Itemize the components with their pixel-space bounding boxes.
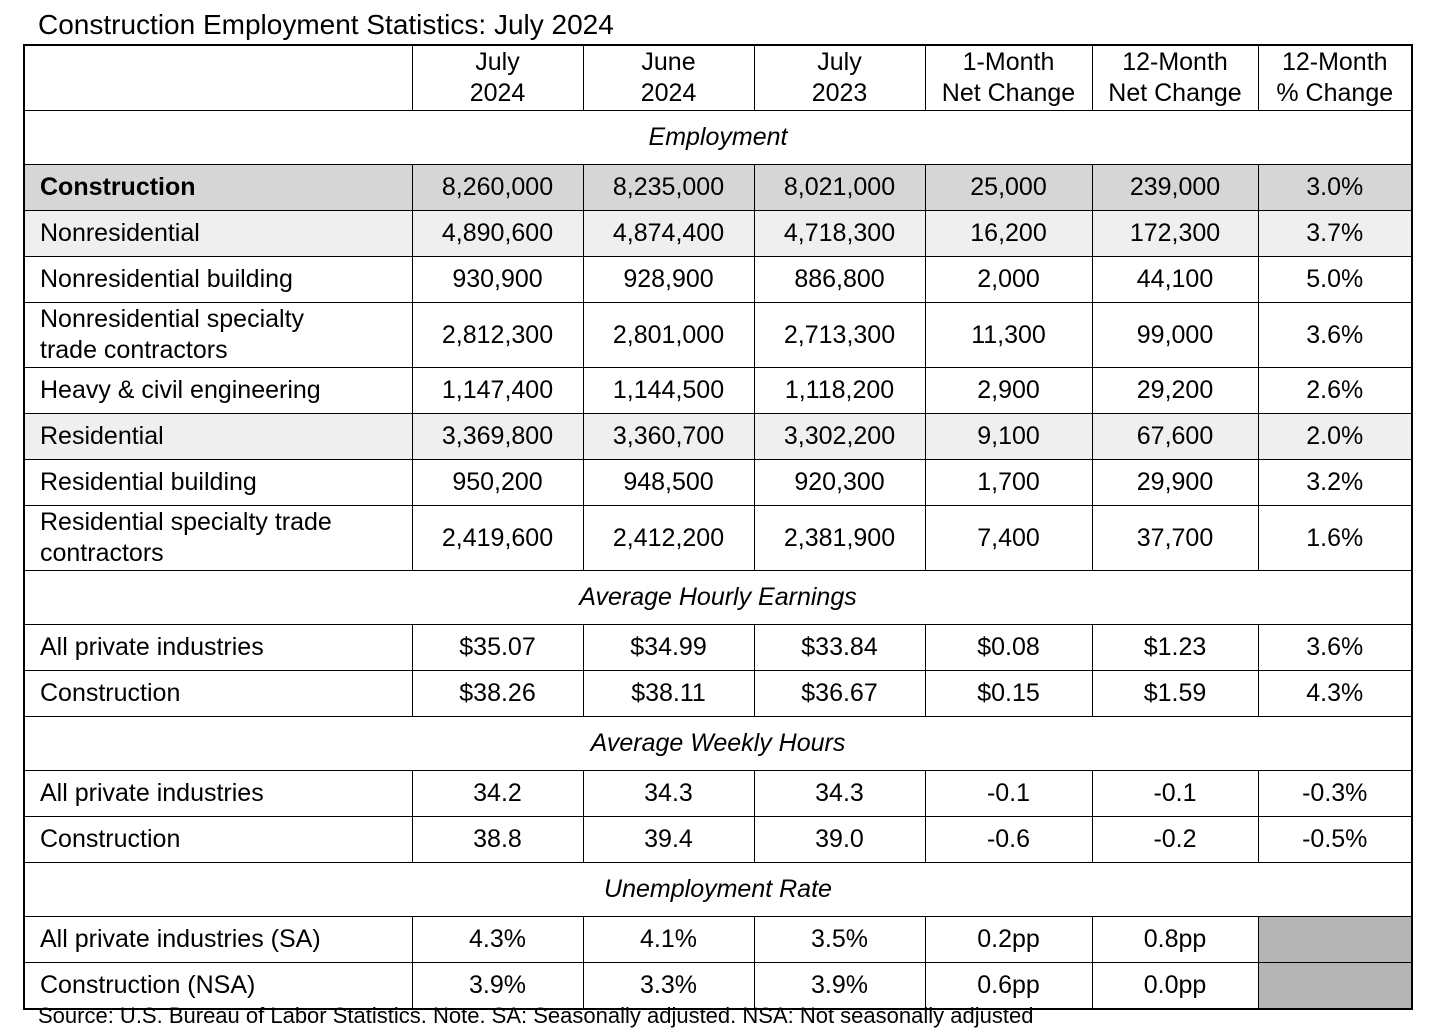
header-july-2024: July 2024 <box>412 45 583 111</box>
table-cell: 4.3% <box>1258 671 1412 717</box>
table-cell: 29,900 <box>1092 460 1258 506</box>
table-cell: 0.8pp <box>1092 917 1258 963</box>
table-cell: -0.5% <box>1258 817 1412 863</box>
statistics-table <box>23 44 1413 1010</box>
table-cell: 11,300 <box>925 303 1092 368</box>
table-cell: 948,500 <box>583 460 754 506</box>
table-cell: 37,700 <box>1092 506 1258 571</box>
table-cell: $0.08 <box>925 625 1092 671</box>
header-12-month-pct-change: 12-Month % Change <box>1258 45 1412 111</box>
table-cell: -0.3% <box>1258 771 1412 817</box>
table-cell: 5.0% <box>1258 257 1412 303</box>
table-cell: 172,300 <box>1092 211 1258 257</box>
table-cell: 8,235,000 <box>583 165 754 211</box>
table-cell: 3,302,200 <box>754 414 925 460</box>
row-label: All private industries <box>24 625 412 671</box>
row-label: Nonresidential building <box>24 257 412 303</box>
table-header-row <box>24 45 1412 111</box>
section-header-row <box>24 863 1412 917</box>
table-cell: 2,812,300 <box>412 303 583 368</box>
table-cell: -0.1 <box>1092 771 1258 817</box>
table-row <box>24 506 1412 571</box>
table-cell: 3.0% <box>1258 165 1412 211</box>
table-cell: 0.2pp <box>925 917 1092 963</box>
table-cell: -0.1 <box>925 771 1092 817</box>
row-label: Residential <box>24 414 412 460</box>
table-cell: 7,400 <box>925 506 1092 571</box>
table-cell: 3.2% <box>1258 460 1412 506</box>
section-unemployment-rate: Unemployment Rate <box>24 863 1412 917</box>
table-cell: $1.23 <box>1092 625 1258 671</box>
table-cell: 930,900 <box>412 257 583 303</box>
table-cell: 2,900 <box>925 368 1092 414</box>
table-cell: 8,260,000 <box>412 165 583 211</box>
table-cell: 3.9% <box>754 963 925 1010</box>
table-cell: 4,890,600 <box>412 211 583 257</box>
header-1-month-net-change: 1-Month Net Change <box>925 45 1092 111</box>
row-label: Heavy & civil engineering <box>24 368 412 414</box>
table-cell: 39.0 <box>754 817 925 863</box>
table-cell: 239,000 <box>1092 165 1258 211</box>
table-row <box>24 671 1412 717</box>
table-cell: 38.8 <box>412 817 583 863</box>
table-cell: 886,800 <box>754 257 925 303</box>
row-label: Nonresidential specialty trade contractors <box>24 303 412 368</box>
table-cell: 67,600 <box>1092 414 1258 460</box>
table-cell: 2,412,200 <box>583 506 754 571</box>
table-cell: 16,200 <box>925 211 1092 257</box>
table-cell: 3,360,700 <box>583 414 754 460</box>
table-cell: 1,700 <box>925 460 1092 506</box>
table-cell: 34.3 <box>754 771 925 817</box>
table-cell: $35.07 <box>412 625 583 671</box>
section-average-weekly-hours: Average Weekly Hours <box>24 717 1412 771</box>
row-label: Construction <box>24 671 412 717</box>
header-july-2023: July 2023 <box>754 45 925 111</box>
table-cell: 3.6% <box>1258 303 1412 368</box>
row-label: Nonresidential <box>24 211 412 257</box>
row-label: Construction <box>24 817 412 863</box>
table-cell: 1,147,400 <box>412 368 583 414</box>
table-row <box>24 771 1412 817</box>
section-header-row <box>24 111 1412 165</box>
table-row <box>24 257 1412 303</box>
table-row <box>24 414 1412 460</box>
table-cell: 39.4 <box>583 817 754 863</box>
table-cell: 1.6% <box>1258 506 1412 571</box>
table-cell: 2,801,000 <box>583 303 754 368</box>
table-cell: 99,000 <box>1092 303 1258 368</box>
table-cell: -0.6 <box>925 817 1092 863</box>
header-june-2024: June 2024 <box>583 45 754 111</box>
table-cell: 25,000 <box>925 165 1092 211</box>
table-row <box>24 368 1412 414</box>
section-header-row <box>24 571 1412 625</box>
table-cell: 2,419,600 <box>412 506 583 571</box>
page-title: Construction Employment Statistics: July 2024 <box>38 9 614 40</box>
table-cell: $1.59 <box>1092 671 1258 717</box>
table-row <box>24 460 1412 506</box>
header-label-cell <box>24 45 412 111</box>
table-cell: $34.99 <box>583 625 754 671</box>
table-cell: 9,100 <box>925 414 1092 460</box>
table-cell: 2,000 <box>925 257 1092 303</box>
table-cell: 34.3 <box>583 771 754 817</box>
table-cell: 3.5% <box>754 917 925 963</box>
section-average-hourly-earnings: Average Hourly Earnings <box>24 571 1412 625</box>
table-cell: $38.26 <box>412 671 583 717</box>
header-12-month-net-change: 12-Month Net Change <box>1092 45 1258 111</box>
table-cell: $33.84 <box>754 625 925 671</box>
source-note: Source: U.S. Bureau of Labor Statistics. Note. SA: Seasonally adjusted. NSA: Not seasonally adjusted <box>38 1003 1034 1028</box>
section-employment: Employment <box>24 111 1412 165</box>
table-cell: 928,900 <box>583 257 754 303</box>
table-row <box>24 211 1412 257</box>
table-cell: 4,718,300 <box>754 211 925 257</box>
table-cell: 3.3% <box>583 963 754 1010</box>
empty-gray-cell <box>1258 917 1412 963</box>
table-cell: 4.3% <box>412 917 583 963</box>
row-label: Residential specialty trade contractors <box>24 506 412 571</box>
table-cell: 4,874,400 <box>583 211 754 257</box>
table-cell: 0.6pp <box>925 963 1092 1010</box>
row-label: Construction <box>24 165 412 211</box>
table-cell: 2,381,900 <box>754 506 925 571</box>
table-cell: 4.1% <box>583 917 754 963</box>
table-cell: 2,713,300 <box>754 303 925 368</box>
table-cell: 44,100 <box>1092 257 1258 303</box>
table-cell: 3.7% <box>1258 211 1412 257</box>
table-cell: 29,200 <box>1092 368 1258 414</box>
section-header-row <box>24 717 1412 771</box>
table-row <box>24 165 1412 211</box>
row-label: All private industries <box>24 771 412 817</box>
empty-gray-cell <box>1258 963 1412 1010</box>
table-cell: $36.67 <box>754 671 925 717</box>
table-cell: 1,118,200 <box>754 368 925 414</box>
row-label: Construction (NSA) <box>24 963 412 1010</box>
table-cell: 3,369,800 <box>412 414 583 460</box>
row-label: Residential building <box>24 460 412 506</box>
table-cell: 0.0pp <box>1092 963 1258 1010</box>
row-label: All private industries (SA) <box>24 917 412 963</box>
table-cell: 950,200 <box>412 460 583 506</box>
table-row <box>24 817 1412 863</box>
table-cell: $0.15 <box>925 671 1092 717</box>
table-cell: 2.6% <box>1258 368 1412 414</box>
table-cell: 1,144,500 <box>583 368 754 414</box>
table-row <box>24 625 1412 671</box>
table-cell: 2.0% <box>1258 414 1412 460</box>
table-cell: 920,300 <box>754 460 925 506</box>
table-cell: 8,021,000 <box>754 165 925 211</box>
table-row <box>24 917 1412 963</box>
table-cell: $38.11 <box>583 671 754 717</box>
table-cell: -0.2 <box>1092 817 1258 863</box>
table-cell: 34.2 <box>412 771 583 817</box>
table-cell: 3.9% <box>412 963 583 1010</box>
table-cell: 3.6% <box>1258 625 1412 671</box>
table-row <box>24 303 1412 368</box>
